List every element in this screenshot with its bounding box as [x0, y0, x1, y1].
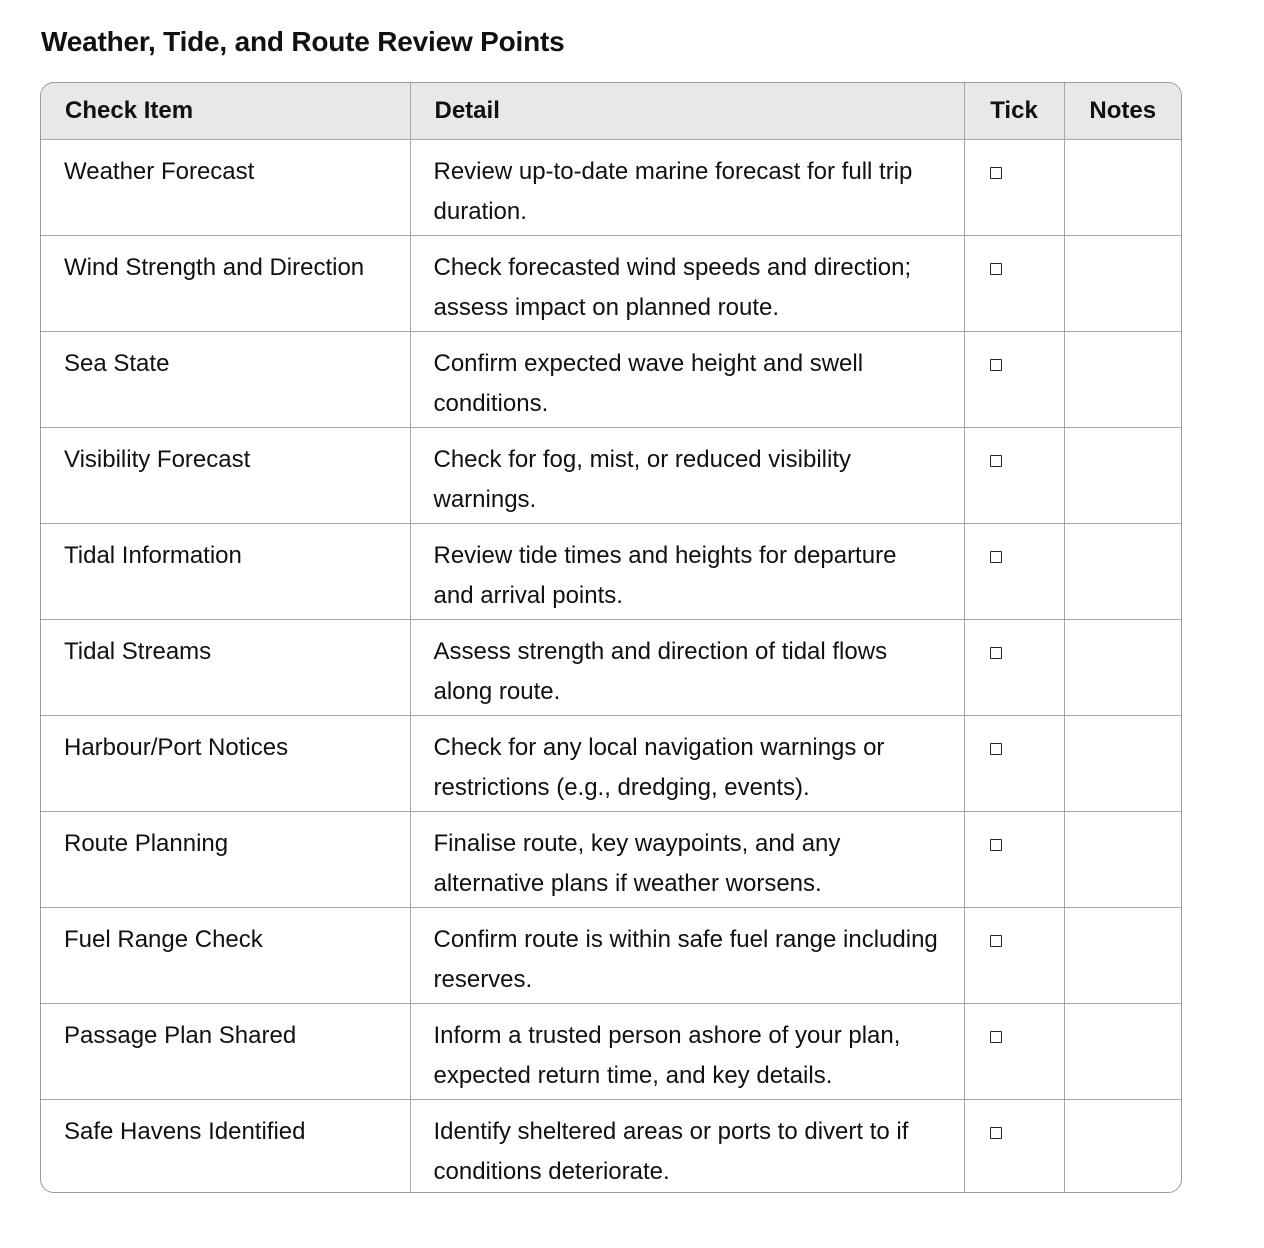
check-item-cell: Tidal Streams	[41, 619, 410, 715]
check-item-cell: Safe Havens Identified	[41, 1099, 410, 1193]
checklist-table	[40, 82, 1182, 1193]
check-item-cell: Tidal Information	[41, 523, 410, 619]
tick-checkbox[interactable]	[990, 551, 1002, 563]
column-header-check-item: Check Item	[41, 83, 410, 139]
column-header-detail: Detail	[410, 83, 964, 139]
tick-cell	[964, 715, 1064, 811]
detail-cell: Finalise route, key waypoints, and any alternative plans if weather worsens.	[410, 811, 964, 907]
detail-cell: Inform a trusted person ashore of your plan, expected return time, and key details.	[410, 1003, 964, 1099]
check-item-cell: Fuel Range Check	[41, 907, 410, 1003]
check-item-cell: Harbour/Port Notices	[41, 715, 410, 811]
tick-cell	[964, 331, 1064, 427]
detail-cell: Assess strength and direction of tidal flows along route.	[410, 619, 964, 715]
tick-cell	[964, 235, 1064, 331]
detail-cell: Check forecasted wind speeds and direction; assess impact on planned route.	[410, 235, 964, 331]
tick-cell	[964, 139, 1064, 235]
notes-cell[interactable]	[1064, 523, 1181, 619]
table-row	[41, 139, 1181, 235]
tick-checkbox[interactable]	[990, 263, 1002, 275]
tick-checkbox[interactable]	[990, 167, 1002, 179]
table-row	[41, 427, 1181, 523]
tick-checkbox[interactable]	[990, 839, 1002, 851]
notes-cell[interactable]	[1064, 907, 1181, 1003]
detail-cell: Review up-to-date marine forecast for full trip duration.	[410, 139, 964, 235]
tick-checkbox[interactable]	[990, 1031, 1002, 1043]
tick-cell	[964, 907, 1064, 1003]
detail-cell: Identify sheltered areas or ports to divert to if conditions deteriorate.	[410, 1099, 964, 1193]
table-header-row	[41, 83, 1181, 139]
notes-cell[interactable]	[1064, 139, 1181, 235]
notes-cell[interactable]	[1064, 427, 1181, 523]
tick-cell	[964, 811, 1064, 907]
table-row	[41, 811, 1181, 907]
table-row	[41, 331, 1181, 427]
table-row	[41, 907, 1181, 1003]
detail-cell: Confirm route is within safe fuel range including reserves.	[410, 907, 964, 1003]
check-item-cell: Passage Plan Shared	[41, 1003, 410, 1099]
notes-cell[interactable]	[1064, 1003, 1181, 1099]
column-header-tick: Tick	[964, 83, 1064, 139]
table-row	[41, 619, 1181, 715]
check-item-cell: Visibility Forecast	[41, 427, 410, 523]
check-item-cell: Wind Strength and Direction	[41, 235, 410, 331]
tick-cell	[964, 1003, 1064, 1099]
notes-cell[interactable]	[1064, 235, 1181, 331]
notes-cell[interactable]	[1064, 619, 1181, 715]
tick-cell	[964, 427, 1064, 523]
tick-checkbox[interactable]	[990, 359, 1002, 371]
table-row	[41, 1099, 1181, 1193]
check-item-cell: Route Planning	[41, 811, 410, 907]
tick-checkbox[interactable]	[990, 455, 1002, 467]
detail-cell: Confirm expected wave height and swell conditions.	[410, 331, 964, 427]
detail-cell: Check for any local navigation warnings or restrictions (e.g., dredging, events).	[410, 715, 964, 811]
notes-cell[interactable]	[1064, 715, 1181, 811]
check-item-cell: Weather Forecast	[41, 139, 410, 235]
tick-cell	[964, 619, 1064, 715]
notes-cell[interactable]	[1064, 1099, 1181, 1193]
table-row	[41, 235, 1181, 331]
table-row	[41, 1003, 1181, 1099]
table-row	[41, 715, 1181, 811]
tick-checkbox[interactable]	[990, 1127, 1002, 1139]
tick-checkbox[interactable]	[990, 647, 1002, 659]
detail-cell: Check for fog, mist, or reduced visibility warnings.	[410, 427, 964, 523]
table-row	[41, 523, 1181, 619]
column-header-notes: Notes	[1064, 83, 1181, 139]
notes-cell[interactable]	[1064, 811, 1181, 907]
page-title: Weather, Tide, and Route Review Points	[41, 26, 565, 57]
check-item-cell: Sea State	[41, 331, 410, 427]
tick-checkbox[interactable]	[990, 743, 1002, 755]
tick-checkbox[interactable]	[990, 935, 1002, 947]
tick-cell	[964, 1099, 1064, 1193]
notes-cell[interactable]	[1064, 331, 1181, 427]
detail-cell: Review tide times and heights for departure and arrival points.	[410, 523, 964, 619]
tick-cell	[964, 523, 1064, 619]
